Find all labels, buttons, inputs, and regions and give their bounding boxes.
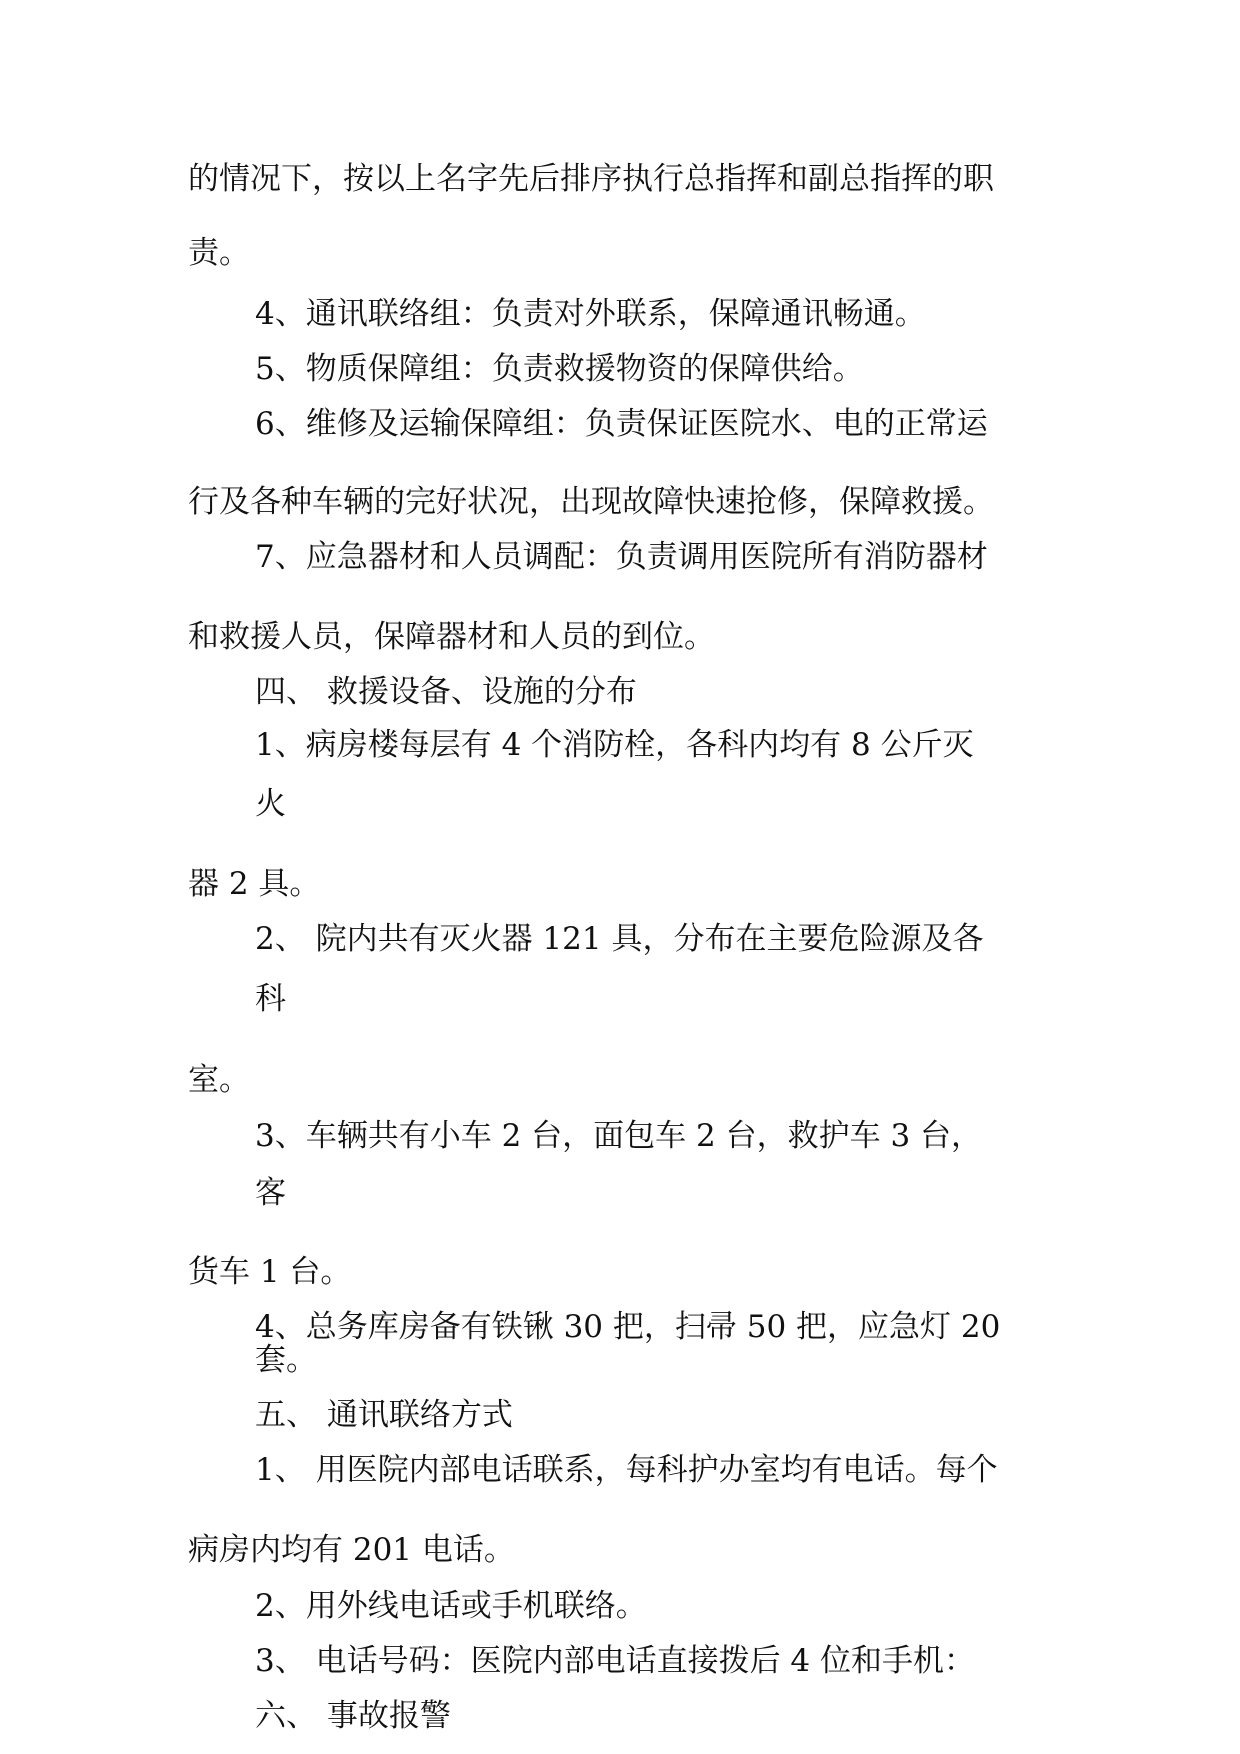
- paragraph-line: 货车 1 台。: [188, 1254, 352, 1290]
- list-item-line: 2、 院内共有灭火器 121 具，分布在主要危险源及各: [255, 921, 984, 957]
- list-item-line: 4、总务库房备有铁锹 30 把，扫帚 50 把，应急灯 20: [255, 1309, 1001, 1345]
- list-item-line: 2、用外线电话或手机联络。: [255, 1588, 647, 1624]
- list-item-line: 3、 电话号码：医院内部电话直接拨后 4 位和手机：: [255, 1643, 976, 1679]
- paragraph-line: 室。: [188, 1062, 250, 1098]
- section-heading: 五、 通讯联络方式: [255, 1397, 513, 1433]
- paragraph-line: 责。: [188, 235, 250, 271]
- paragraph-line: 器 2 具。: [188, 866, 321, 902]
- list-item-line: 1、病房楼每层有 4 个消防栓，各科内均有 8 公斤灭: [255, 727, 974, 763]
- paragraph-line: 和救援人员，保障器材和人员的到位。: [188, 619, 715, 655]
- list-item-line: 套。: [255, 1342, 317, 1378]
- list-item-line: 3、车辆共有小车 2 台，面包车 2 台，救护车 3 台，: [255, 1118, 983, 1154]
- list-item-line: 5、物质保障组：负责救援物资的保障供给。: [255, 351, 864, 387]
- list-item-line: 6、维修及运输保障组：负责保证医院水、电的正常运: [255, 406, 988, 442]
- list-item-line: 1、 用医院内部电话联系，每科护办室均有电话。每个: [255, 1452, 998, 1488]
- list-item-line: 客: [255, 1175, 286, 1211]
- list-item-line: 科: [255, 981, 286, 1017]
- list-item-line: 火: [255, 786, 286, 822]
- section-heading: 四、 救援设备、设施的分布: [255, 674, 637, 710]
- paragraph-line: 行及各种车辆的完好状况，出现故障快速抢修，保障救援。: [188, 484, 994, 520]
- paragraph-line: 的情况下，按以上名字先后排序执行总指挥和副总指挥的职: [188, 161, 994, 197]
- section-heading: 六、 事故报警: [255, 1698, 451, 1734]
- list-item-line: 7、应急器材和人员调配：负责调用医院所有消防器材: [255, 539, 988, 575]
- paragraph-line: 病房内均有 201 电话。: [188, 1532, 515, 1568]
- list-item-line: 4、通讯联络组：负责对外联系，保障通讯畅通。: [255, 296, 926, 332]
